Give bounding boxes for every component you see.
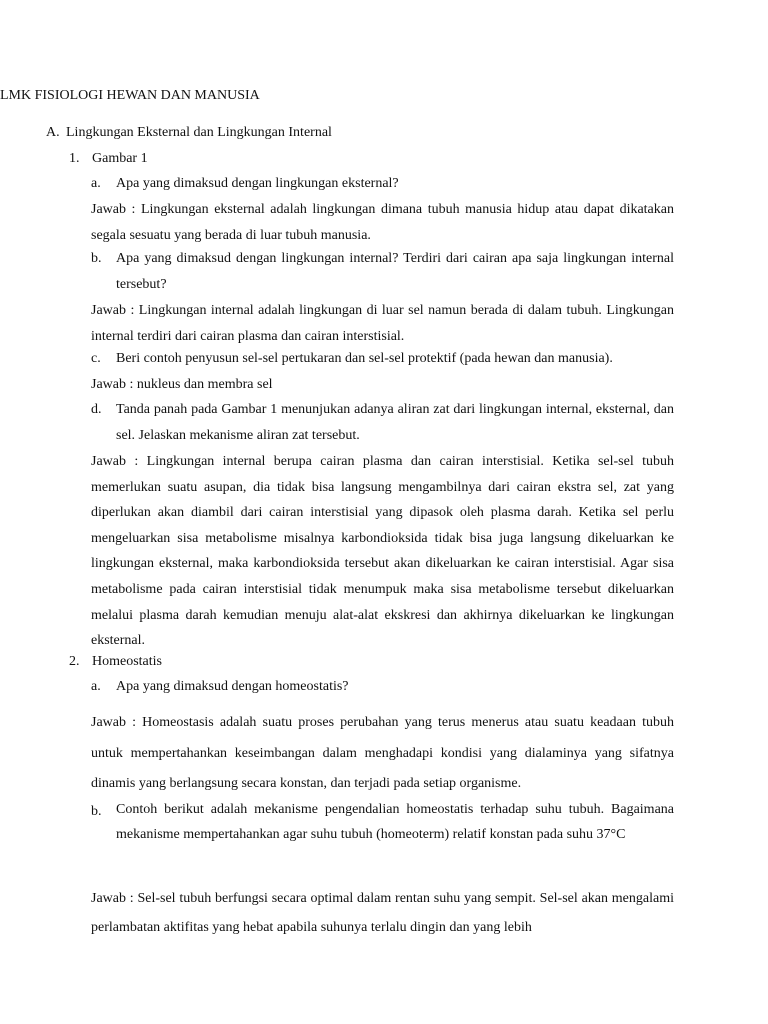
section-a-text: Lingkungan Eksternal dan Lingkungan Internal	[66, 125, 332, 140]
answer-1a: Jawab : Lingkungan eksternal adalah lingkungan dimana tubuh manusia hidup atau dapat dikatakan segala sesuatu yang berada di luar tubuh manusia.	[91, 202, 674, 243]
document-title: LMK FISIOLOGI HEWAN DAN MANUSIA	[0, 88, 260, 103]
item-1-text: Gambar 1	[92, 151, 148, 166]
answer-2a: Jawab : Homeostasis adalah suatu proses perubahan yang terus menerus atau suatu keadaan tubuh untuk mempertahankan keseimbangan dalam menghadapi kondisi yang dialaminya yang sifatnya dinamis yang berlangsung secara konstan, dan terjadi pada setiap organisme.	[91, 715, 674, 791]
question-1b-text: Apa yang dimaksud dengan lingkungan internal? Terdiri dari cairan apa saja lingkungan internal tersebut?	[116, 251, 674, 292]
question-1a-text: Apa yang dimaksud dengan lingkungan eksternal?	[116, 176, 399, 191]
answer-1b: Jawab : Lingkungan internal adalah lingkungan di luar sel namun berada di dalam tubuh. Lingkungan internal terdiri dari cairan plasma dan cairan interstisial.	[91, 303, 674, 344]
question-1d-label: d.	[91, 402, 102, 417]
question-2b-text: Contoh berikut adalah mekanisme pengendalian homeostatis terhadap suhu tubuh. Bagaimana mekanisme mempertahankan agar suhu tubuh (homeoterm) relatif konstan pada suhu 37°C	[116, 802, 674, 842]
answer-1d: Jawab : Lingkungan internal berupa cairan plasma dan cairan interstisial. Ketika sel-sel tubuh memerlukan suatu asupan, dia tidak bisa langsung mengambilnya dari cairan ekstra sel, zat yang diperlukan akan diambil dari cairan interstisial yang dipasok oleh plasma darah. Ketika sel perlu mengeluarkan sisa metabolisme misalnya karbondioksida tidak bisa juga langsung dikeluarkan ke lingkungan eksternal, maka karbondioksida tersebut akan dikeluarkan ke cairan interstisial. Agar sisa metabolisme pada cairan interstisial tidak menumpuk maka sisa metabolisme tersebut dikeluarkan melalui plasma darah kemudian menuju alat-alat ekskresi dan akhirnya dikeluarkan ke lingkungan eksternal.	[91, 454, 674, 649]
item-2-text: Homeostatis	[92, 654, 162, 669]
item-1-number: 1.	[69, 151, 80, 166]
answer-1c: Jawab : nukleus dan membra sel	[91, 377, 273, 392]
question-1b-label: b.	[91, 251, 102, 266]
question-2a-label: a.	[91, 679, 101, 694]
question-2b-label: b.	[91, 804, 102, 819]
section-a-label: A.	[46, 125, 60, 140]
question-1c-text: Beri contoh penyusun sel-sel pertukaran dan sel-sel protektif (pada hewan dan manusia).	[116, 351, 613, 366]
item-2-number: 2.	[69, 654, 80, 669]
question-2a-text: Apa yang dimaksud dengan homeostatis?	[116, 679, 349, 694]
question-1a-label: a.	[91, 176, 101, 191]
question-1d-text: Tanda panah pada Gambar 1 menunjukan adanya aliran zat dari lingkungan internal, eksternal, dan sel. Jelaskan mekanisme aliran zat tersebut.	[116, 402, 674, 443]
question-1c-label: c.	[91, 351, 101, 366]
answer-2b: Jawab : Sel-sel tubuh berfungsi secara optimal dalam rentan suhu yang sempit. Sel-sel akan mengalami perlambatan aktifitas yang hebat apabila suhunya terlalu dingin dan yang lebih	[91, 891, 674, 935]
